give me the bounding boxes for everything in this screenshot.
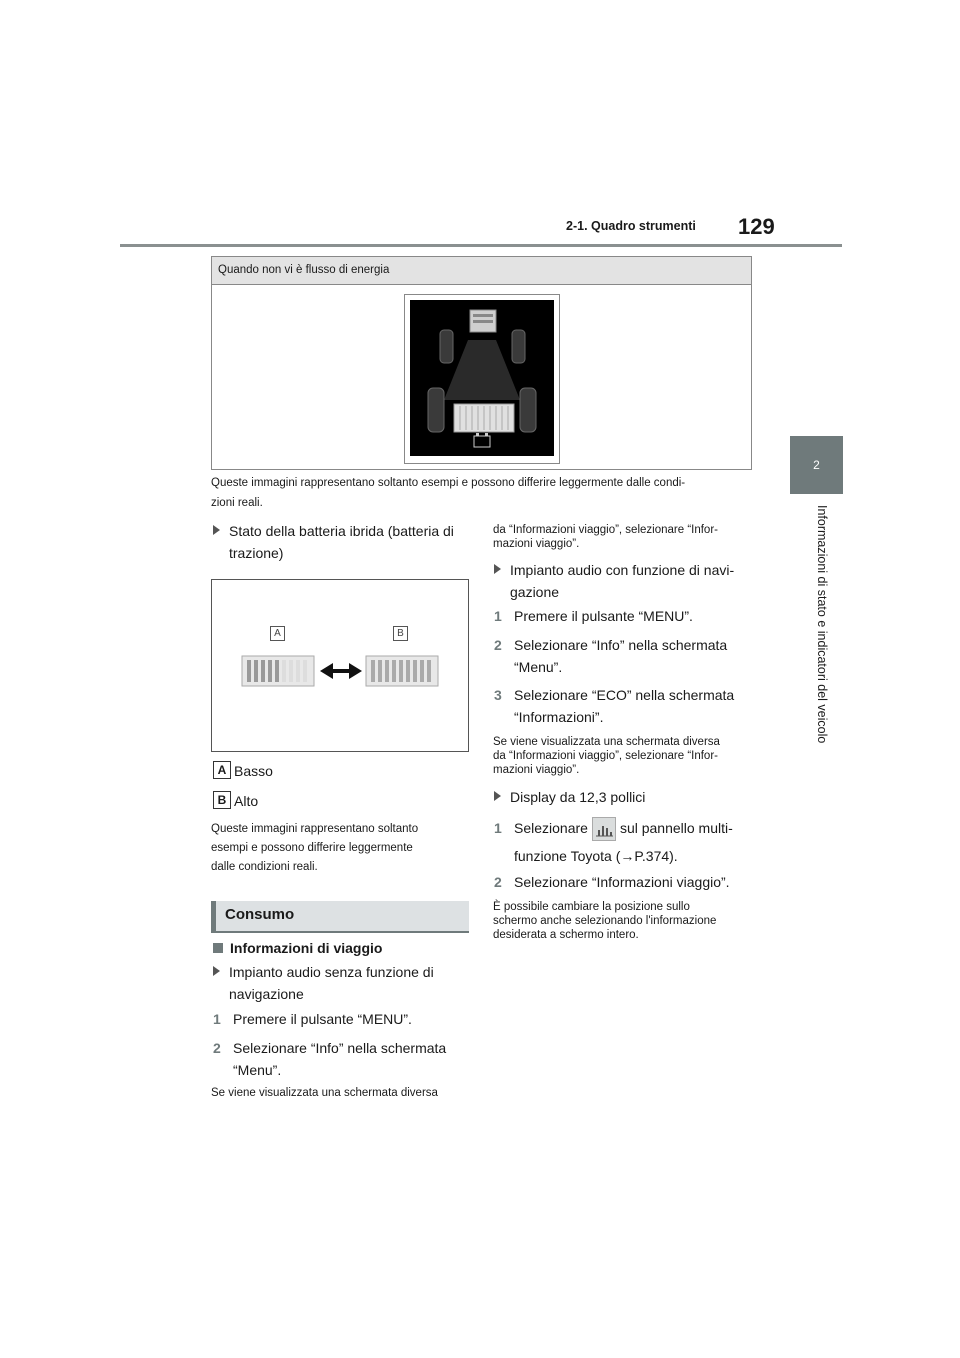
step-text-line1: Selezionare “Info” nella schermata	[233, 1040, 447, 1056]
display-bullet	[494, 786, 756, 808]
step-text-line1: Selezionare “ECO” nella schermata	[514, 687, 735, 703]
right-cont-line1: da “Informazioni viaggio”, selezionare “Infor-	[493, 524, 718, 536]
right-display-step-1	[494, 816, 756, 868]
chapter-side-title: Informazioni di stato e indicatori del veicolo	[815, 505, 829, 744]
energy-note-line1: Queste immagini rappresentano soltanto esempi e possono differire leggermente dalle condi-	[211, 477, 686, 489]
battery-note-line1: Queste immagini rappresentano soltanto	[211, 823, 419, 835]
right-note-line1: Se viene visualizzata una schermata diversa	[493, 736, 720, 748]
step-number: 3	[494, 687, 502, 703]
bullet-text-line2: gazione	[510, 584, 560, 600]
energy-note-line2: zioni reali.	[211, 497, 263, 509]
legend-basso	[213, 760, 413, 780]
final-note-line3: desiderata a schermo intero.	[493, 929, 639, 941]
label-a-box: A	[270, 626, 285, 641]
bullet-text-line1: Stato della batteria ibrida (batteria di	[229, 523, 454, 539]
right-note-line2: da “Informazioni viaggio”, selezionare “Infor-	[493, 750, 718, 762]
bullet-triangle-icon	[494, 564, 501, 574]
battery-status-bullet	[213, 520, 469, 564]
step-text-line1: Selezionare “Info” nella schermata	[514, 637, 728, 653]
right-step-2	[494, 634, 756, 678]
step-text-line1	[494, 816, 756, 841]
battery-comparison-icon	[212, 580, 468, 751]
battery-level-illustration	[211, 579, 469, 752]
step-number: 2	[494, 637, 502, 653]
consumo-title: Consumo	[225, 906, 295, 923]
key-a-icon: A	[213, 761, 231, 779]
legend-basso-text: Basso	[234, 763, 273, 779]
step-text: Selezionare “Informazioni viaggio”.	[514, 874, 730, 890]
section-accent-bar	[211, 901, 216, 931]
nav-audio-bullet	[494, 559, 756, 603]
battery-note-line2: esempi e possono differire leggermente	[211, 842, 413, 854]
step-number: 1	[494, 820, 502, 836]
bullet-text: Display da 12,3 pollici	[510, 789, 646, 805]
energy-table-header: Quando non vi è flusso di energia	[212, 257, 751, 285]
energy-flow-illustration	[404, 294, 560, 464]
header-rule	[120, 244, 842, 247]
battery-note-line3: dalle condizioni reali.	[211, 861, 318, 873]
no-nav-audio-bullet	[213, 961, 469, 1005]
final-note-line1: È possibile cambiare la posizione sullo	[493, 901, 690, 913]
trip-info-heading-text: Informazioni di viaggio	[230, 940, 383, 956]
right-note-line3: mazioni viaggio”.	[493, 764, 580, 776]
bullet-triangle-icon	[213, 966, 220, 976]
label-b-box: B	[393, 626, 408, 641]
legend-alto	[213, 790, 413, 810]
left-bottom-note: Se viene visualizzata una schermata diversa	[211, 1087, 438, 1099]
step-number: 1	[494, 608, 502, 624]
section-title: 2-1. Quadro strumenti	[566, 219, 696, 233]
bullet-text-line1: Impianto audio con funzione di navi-	[510, 562, 735, 578]
step-text-pre: Selezionare	[514, 820, 588, 836]
right-cont-line2: mazioni viaggio”.	[493, 538, 580, 550]
energy-flow-table	[211, 256, 752, 470]
step-text-line2: funzione Toyota (→P.374).	[514, 848, 678, 865]
right-display-step-2	[494, 871, 756, 893]
chapter-tab: 2	[790, 436, 843, 494]
step-number: 1	[213, 1011, 221, 1027]
square-bullet-icon	[213, 943, 223, 953]
left-step-2	[213, 1037, 469, 1081]
step-number: 2	[213, 1040, 221, 1056]
bullet-triangle-icon	[494, 791, 501, 801]
step-text-line2: “Menu”.	[233, 1062, 282, 1078]
consumo-section-header	[211, 901, 469, 933]
step-text-line2: “Menu”.	[514, 659, 563, 675]
trip-info-heading	[213, 937, 382, 959]
vehicle-energy-icon	[410, 300, 554, 456]
bullet-text-line2: trazione)	[229, 545, 284, 561]
step-text-line2: “Informazioni”.	[514, 709, 604, 725]
step-text: Premere il pulsante “MENU”.	[233, 1011, 412, 1027]
step-text: Premere il pulsante “MENU”.	[514, 608, 693, 624]
right-step-1	[494, 605, 756, 627]
left-step-1	[213, 1008, 469, 1030]
bullet-triangle-icon	[213, 525, 220, 535]
bullet-text-line1: Impianto audio senza funzione di	[229, 964, 434, 980]
legend-alto-text: Alto	[234, 793, 259, 809]
bar-chart-icon	[592, 817, 616, 841]
right-step-3	[494, 684, 756, 728]
page-number: 129	[738, 214, 775, 239]
final-note-line2: schermo anche selezionando l'informazione	[493, 915, 717, 927]
step-number: 2	[494, 874, 502, 890]
step-text-post: sul pannello multi-	[619, 820, 733, 836]
bullet-text-line2: navigazione	[229, 986, 304, 1002]
key-b-icon: B	[213, 791, 231, 809]
